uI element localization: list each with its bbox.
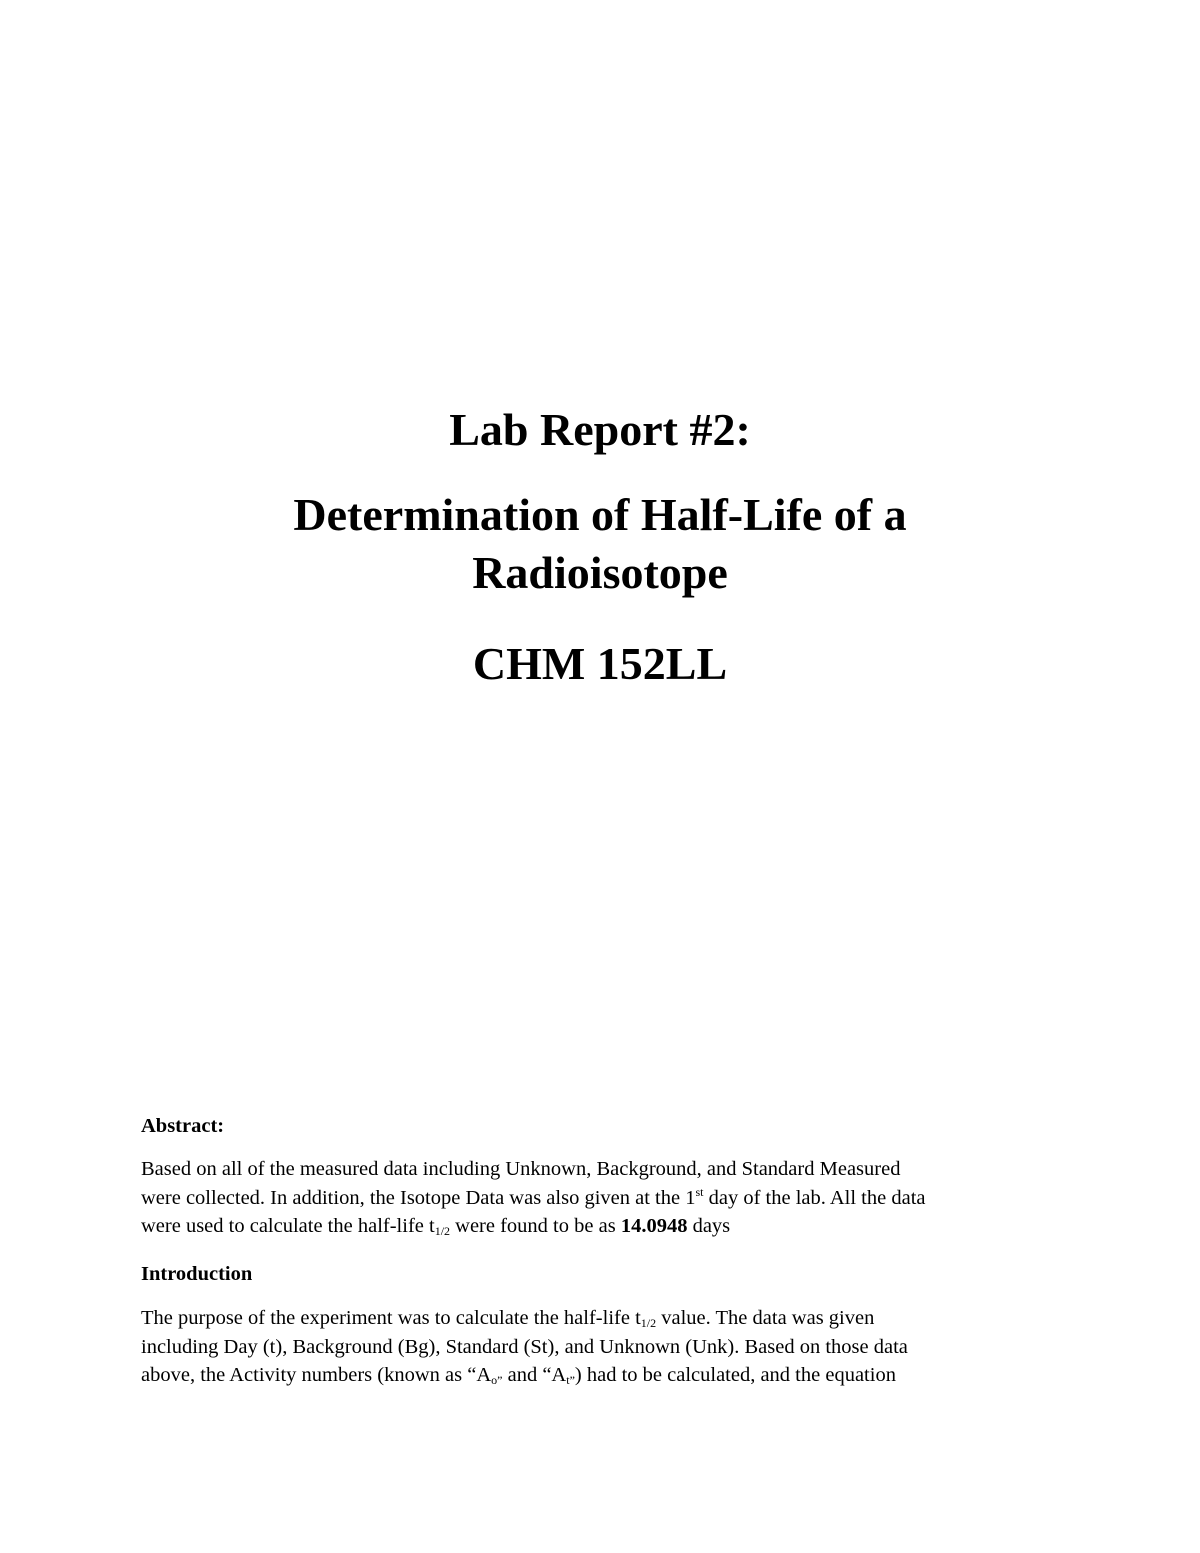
abstract-heading: Abstract: xyxy=(141,1115,225,1137)
intro-line-3-text: above, the Activity numbers (known as “A xyxy=(141,1364,492,1386)
activity-subscript-t: t” xyxy=(566,1373,575,1387)
abstract-line xyxy=(141,1184,1061,1213)
abstract-line-3-rest: days xyxy=(687,1215,731,1237)
half-life-subscript: 1/2 xyxy=(434,1224,451,1238)
abstract-line-3-text: were used to calculate the half-life t xyxy=(141,1215,435,1237)
abstract-line xyxy=(141,1155,1061,1184)
intro-line-2-text: including Day (t), Background (Bg), Standard (St), and Unknown (Unk). Based on those data xyxy=(141,1335,908,1358)
abstract-paragraph xyxy=(141,1155,1061,1241)
intro-line-1-rest: value. The data was given xyxy=(656,1307,875,1329)
intro-line-3-rest: ) had to be calculated, and the equation xyxy=(574,1364,896,1386)
activity-subscript-o: o” xyxy=(491,1373,503,1387)
subtitle-line-2: Radioisotope xyxy=(472,547,728,598)
abstract-line-2-rest: day of the lab. All the data xyxy=(703,1186,926,1209)
half-life-value: 14.0948 xyxy=(620,1215,688,1237)
intro-line-1-text: The purpose of the experiment was to calculate the half-life t xyxy=(141,1307,641,1329)
introduction-heading: Introduction xyxy=(141,1263,253,1285)
report-subtitle xyxy=(0,486,1200,602)
abstract-line-1-text: Based on all of the measured data including Unknown, Background, and Standard Measured xyxy=(141,1158,901,1180)
ordinal-suffix: st xyxy=(695,1184,704,1199)
intro-line xyxy=(141,1304,1061,1333)
intro-line xyxy=(141,1361,1061,1390)
abstract-line xyxy=(141,1212,1061,1241)
abstract-line-3-mid: were found to be as xyxy=(450,1215,621,1237)
course-code: CHM 152LL xyxy=(472,638,728,689)
abstract-line-2-text: were collected. In addition, the Isotope Data was also given at the 1 xyxy=(141,1186,696,1209)
half-life-subscript: 1/2 xyxy=(640,1316,657,1330)
report-title: Lab Report #2: xyxy=(449,404,751,455)
subtitle-line-1: Determination of Half-Life of a xyxy=(293,489,907,540)
intro-line xyxy=(141,1333,1061,1362)
intro-line-3-mid: and “A xyxy=(502,1364,567,1386)
introduction-paragraph xyxy=(141,1304,1061,1390)
